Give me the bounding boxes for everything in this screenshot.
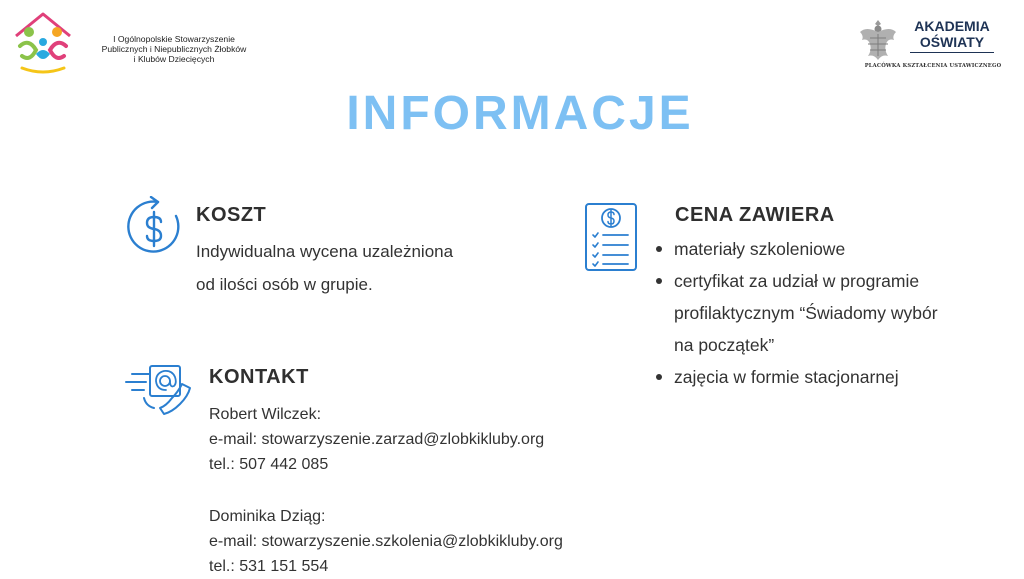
akademia-wordmark xyxy=(906,18,998,53)
koszt-line: od ilości osób w grupie. xyxy=(196,275,373,294)
list-item xyxy=(654,265,938,361)
contact-person-1 xyxy=(209,402,544,477)
contact-name: Dominika Dziąg: xyxy=(209,508,326,525)
association-name-line: i Klubów Dziecięcych xyxy=(133,54,215,64)
family-house-logo-icon xyxy=(12,10,74,80)
list-item-line: certyfikat za udział w programie xyxy=(674,271,920,291)
akademia-subtitle: PLACÓWKA KSZTAŁCENIA USTAWICZNEGO xyxy=(864,63,1002,69)
association-name-line: I Ogólnopolskie Stowarzyszenie xyxy=(113,34,235,44)
akademia-line: AKADEMIA xyxy=(914,18,990,34)
contact-phone[interactable]: tel.: 507 442 085 xyxy=(209,456,329,473)
kontakt-heading: KONTAKT xyxy=(209,366,309,388)
wordmark-divider xyxy=(910,52,994,53)
list-item-line: na początek” xyxy=(674,335,775,355)
contact-email[interactable]: e-mail: stowarzyszenie.szkolenia@zlobkikluby.org xyxy=(209,533,563,550)
page-title: INFORMACJE xyxy=(346,87,694,140)
association-name-line: Publicznych i Niepublicznych Żłobków xyxy=(101,44,247,54)
koszt-description xyxy=(196,235,453,301)
oswiaty-line: OŚWIATY xyxy=(919,34,985,50)
akademia-oswiaty-logo xyxy=(856,14,1016,72)
price-list-icon xyxy=(584,202,640,279)
contact-person-2 xyxy=(209,504,563,579)
koszt-heading: KOSZT xyxy=(196,204,267,226)
koszt-line: Indywidualna wycena uzależniona xyxy=(196,242,454,261)
list-item-line: materiały szkoleniowe xyxy=(674,239,846,259)
list-item xyxy=(654,361,938,393)
cena-zawiera-heading: CENA ZAWIERA xyxy=(675,204,835,226)
association-name xyxy=(74,34,274,64)
list-item xyxy=(654,233,938,265)
cena-zawiera-list xyxy=(654,233,938,393)
list-item-line: profilaktycznym “Świadomy wybór xyxy=(674,303,938,323)
list-item-line: zajęcia w formie stacjonarnej xyxy=(674,367,899,387)
contact-name: Robert Wilczek: xyxy=(209,406,322,423)
contact-phone[interactable]: tel.: 531 151 554 xyxy=(209,558,329,575)
contact-email[interactable]: e-mail: stowarzyszenie.zarzad@zlobkikluby.org xyxy=(209,431,545,448)
dollar-cycle-icon xyxy=(124,196,184,263)
contact-email-phone-icon xyxy=(124,362,198,423)
association-logo xyxy=(12,10,262,80)
eagle-emblem-icon xyxy=(858,16,898,62)
